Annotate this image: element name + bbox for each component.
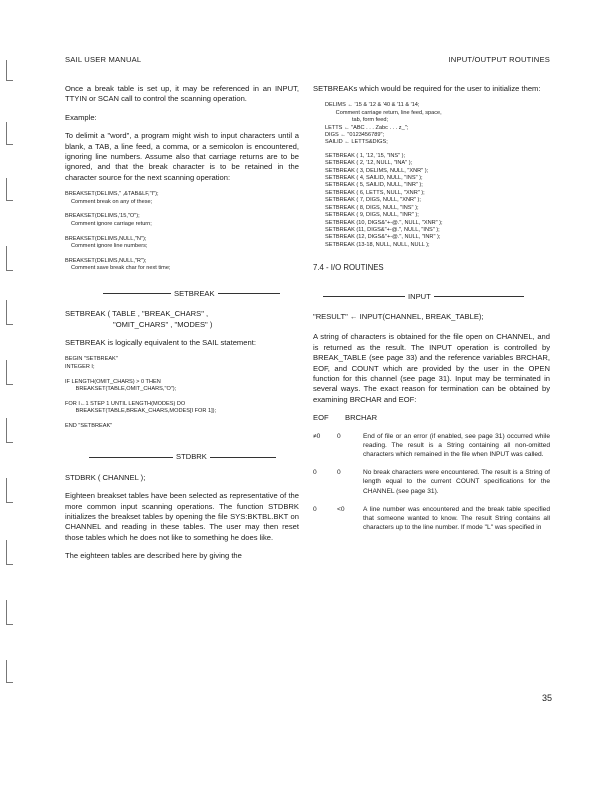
condition-description: A line number was encountered and the break table specified that someone wanted to know. The result String contains all characters up to the line number. If mode "L" was specified in: [363, 505, 550, 532]
code-line: BREAKSET(TABLE,BREAK_CHARS,MODES[I FOR 1]);: [71, 408, 217, 415]
brchar-column-header: BRCHAR: [345, 413, 378, 423]
code-line: BREAKSET(DELIMS," ,&TAB&LF,"I");: [65, 191, 159, 198]
breakset-examples: [65, 191, 299, 272]
example-label: Example:: [65, 112, 97, 122]
page-number: 35: [542, 693, 553, 703]
code-line: BREAKSET(DELIMS,'15,"O");: [65, 213, 140, 220]
paragraph-delimit-word: To delimit a "word", a program might wish to input characters until a blank, a TAB, a line feed, a comma, or a semicolon is encountered, ignoring line numbers. Assume also that carriage returns are to be ignored, and that the break character is to be retained in the character source for the next scanning operation:: [65, 131, 299, 182]
paragraph-tables-described: The eighteen tables are described here by giving the: [65, 551, 242, 561]
code-comment: Comment save break char for next time;: [71, 265, 171, 272]
setbreak-separator: [65, 289, 299, 299]
code-line: [65, 416, 299, 423]
code-line: SETBREAK ( 7, DIGS, NULL, "XNR" );: [325, 197, 421, 204]
code-line: DELIMS ← '15 & '12 & '40 & '11 & '14;: [325, 102, 420, 109]
code-line: SETBREAK ( 1, '12, '15, "INS" );: [325, 152, 406, 159]
eof-value: ≠0: [313, 432, 321, 440]
paragraph-eighteen-tables: Eighteen breakset tables have been selected as representative of the more common input scanning operations. The function STDBRK initializes the breakset tables by opening the file SYS:BKTBL.BKT on CHANNEL and reading in these tables. The user may then reset those tables which he does not like to something he does like.: [65, 491, 299, 542]
code-line: SETBREAK ( 2, '12, NULL, "INA" );: [325, 160, 413, 167]
eof-value: 0: [313, 469, 317, 477]
eof-table-header: [313, 413, 550, 423]
code-line: [65, 371, 299, 378]
eof-table: [313, 432, 550, 533]
code-line: SETBREAK ( 5, SAILID, NULL, "INR" );: [325, 182, 423, 189]
code-line: SETBREAK ( 6, LETTS, NULL, "XNR" );: [325, 189, 425, 196]
code-line: INTEGER I;: [65, 363, 95, 370]
code-line: SETBREAK ( 9, DIGS, NULL, "INR" );: [325, 212, 419, 219]
code-line: SETBREAK ( 4, SAILID, NULL, "INS" );: [325, 175, 423, 182]
code-line: SETBREAK (12, DIGS&"+-@.", NULL, "INR" );: [325, 234, 441, 241]
input-title: INPUT: [408, 291, 431, 301]
code-line: FOR I←1 STEP 1 UNTIL LENGTH(MODES) DO: [65, 400, 186, 407]
code-line: DIGS ← "0123456789";: [325, 132, 385, 139]
setbreak-equivalent-code: [65, 356, 299, 430]
code-line: SETBREAK ( 8, DIGS, NULL, "INS" );: [325, 204, 419, 211]
code-line: BREAKSET(TABLE,OMIT_CHARS,"O");: [71, 385, 177, 392]
binder-marks: [0, 0, 14, 791]
right-column: [313, 84, 550, 541]
code-line: END "SETBREAK": [65, 423, 113, 429]
brchar-value: 0: [337, 469, 341, 477]
paragraph-break-table: Once a break table is set up, it may be referenced in an INPUT, TTYIN or SCAN call to control the scanning operation.: [65, 84, 299, 104]
code-line: SETBREAK ( 3, DELIMS, NULL, "XNR" );: [325, 167, 429, 174]
paragraph-setbreak-equivalent: SETBREAK is logically equivalent to the SAIL statement:: [65, 337, 256, 347]
stdbrk-title: STDBRK: [176, 452, 207, 462]
eof-value: 0: [313, 505, 317, 513]
table-row: [313, 505, 550, 533]
left-column: [65, 84, 299, 570]
stdbrk-signature: STDBRK ( CHANNEL );: [65, 472, 146, 482]
code-line: IF LENGTH(OMIT_CHARS) > 0 THEN: [65, 378, 161, 385]
header-manual-title: SAIL USER MANUAL: [65, 55, 142, 64]
code-line: SAILID ← LETTS&DIGS;: [325, 139, 388, 146]
code-comment: Comment break on any of these;: [71, 198, 153, 205]
code-line: SETBREAK (10, DIGS&"+-@.", NULL, "XNR" );: [325, 219, 443, 226]
code-line: BREAKSET(DELIMS,NULL,"R");: [65, 257, 147, 264]
code-line: tab, form feed;: [338, 117, 389, 124]
condition-description: No break characters were encountered. The result is a String of length equal to the current COUNT specifications for the CHANNEL (see page 31).: [363, 469, 550, 495]
brchar-value: 0: [337, 432, 341, 440]
code-line: SETBREAK (13-18, NULL, NULL, NULL );: [325, 241, 430, 248]
code-line: BREAKSET(DELIMS,NULL,"N");: [65, 235, 147, 242]
condition-description: End of file or an error (if enabled, see page 31) occurred while reading. The result is a String containing all non-omitted characters which remained in the file when INPUT was called.: [363, 432, 550, 458]
code-line: Comment carriage return, line feed, space,: [331, 109, 442, 116]
code-line: LETTS ← "ABC . . . Zabc . . . z_";: [325, 124, 409, 131]
eof-column-header: EOF: [313, 413, 329, 423]
code-comment: Comment ignore line numbers;: [71, 243, 148, 250]
paragraph-setbreaks-required: SETBREAKs which would be required for the user to initialize them:: [313, 84, 541, 93]
brchar-value: <0: [337, 505, 345, 513]
setbreak-title: SETBREAK: [174, 288, 215, 298]
delims-definitions: [325, 102, 550, 146]
setbreak-signature: SETBREAK ( TABLE , "BREAK_CHARS" , "OMIT_CHARS" , "MODES" ): [65, 309, 213, 329]
code-line: SETBREAK (11, DIGS&"+-@.", NULL, "INS" );: [325, 226, 440, 233]
input-separator: [313, 292, 550, 302]
section-heading-io-routines: 7.4 - I/O ROUTINES: [313, 263, 384, 273]
code-comment: Comment ignore carriage return;: [71, 220, 152, 227]
code-line: [65, 393, 299, 400]
paragraph-input-description: A string of characters is obtained for the file open on CHANNEL, and is returned as the result. The INPUT operation is controlled by BREAK_TABLE (see page 33) and the reference variables BRCHAR, EOF, and COUNT which are provided by the user in the OPEN function for this channel (see page 31). Input may be terminated in several ways. The exact reason for termination can be obtained by examining BRCHAR and EOF:: [313, 332, 550, 404]
table-row: [313, 432, 550, 460]
table-row: [313, 468, 550, 496]
input-signature: "RESULT" ← INPUT(CHANNEL, BREAK_TABLE);: [313, 311, 484, 321]
header-section-title: INPUT/OUTPUT ROUTINES: [448, 55, 550, 64]
stdbrk-separator: [65, 452, 299, 462]
setbreak-table-calls: [325, 153, 550, 249]
code-line: BEGIN "SETBREAK": [65, 356, 118, 363]
